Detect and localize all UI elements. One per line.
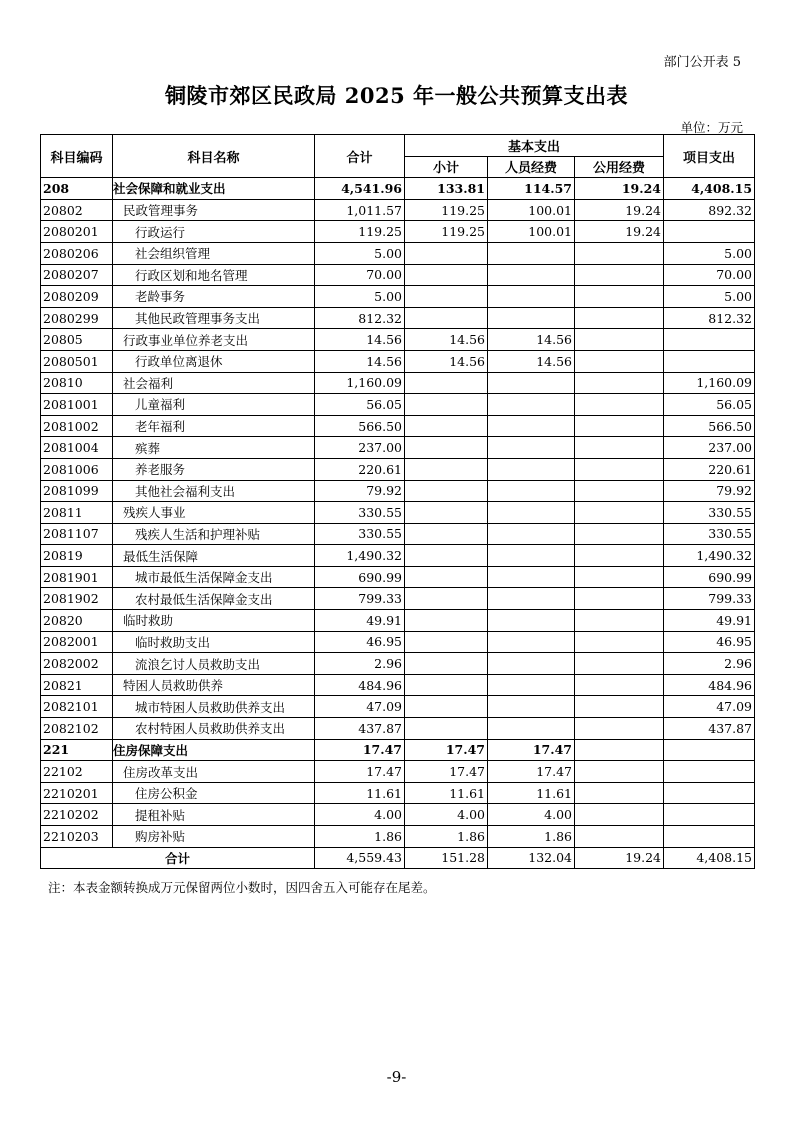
cell-subtotal xyxy=(405,458,488,480)
cell-personnel: 11.61 xyxy=(488,782,575,804)
cell-subtotal: 11.61 xyxy=(405,782,488,804)
cell-subtotal xyxy=(405,242,488,264)
cell-code: 2210201 xyxy=(41,782,113,804)
cell-total: 220.61 xyxy=(315,458,405,480)
cell-public xyxy=(575,631,664,653)
cell-project xyxy=(664,329,755,351)
cell-public xyxy=(575,480,664,502)
cell-public xyxy=(575,415,664,437)
table-row xyxy=(41,372,755,394)
cell-project: 812.32 xyxy=(664,307,755,329)
cell-personnel xyxy=(488,523,575,545)
col-header-code: 科目编码 xyxy=(41,135,113,178)
total-cell-total: 4,559.43 xyxy=(315,847,405,869)
table-row xyxy=(41,545,755,567)
cell-total: 17.47 xyxy=(315,739,405,761)
cell-project: 5.00 xyxy=(664,242,755,264)
cell-code: 20820 xyxy=(41,610,113,632)
cell-personnel xyxy=(488,588,575,610)
cell-total: 4,541.96 xyxy=(315,178,405,200)
cell-subtotal: 17.47 xyxy=(405,739,488,761)
cell-personnel xyxy=(488,502,575,524)
cell-name: 行政区划和地名管理 xyxy=(113,264,315,286)
cell-project: 46.95 xyxy=(664,631,755,653)
cell-total: 812.32 xyxy=(315,307,405,329)
cell-project: 237.00 xyxy=(664,437,755,459)
cell-code: 2081004 xyxy=(41,437,113,459)
cell-project xyxy=(664,804,755,826)
cell-subtotal xyxy=(405,653,488,675)
cell-subtotal xyxy=(405,394,488,416)
table-row xyxy=(41,502,755,524)
cell-code: 2080206 xyxy=(41,242,113,264)
cell-code: 2080207 xyxy=(41,264,113,286)
cell-subtotal xyxy=(405,545,488,567)
cell-subtotal xyxy=(405,610,488,632)
cell-project: 437.87 xyxy=(664,718,755,740)
col-header-project: 项目支出 xyxy=(664,135,755,178)
cell-public xyxy=(575,739,664,761)
page-number: -9- xyxy=(386,1068,407,1086)
cell-personnel: 114.57 xyxy=(488,178,575,200)
cell-public xyxy=(575,761,664,783)
cell-public xyxy=(575,718,664,740)
table-row xyxy=(41,674,755,696)
cell-total: 799.33 xyxy=(315,588,405,610)
cell-code: 2081902 xyxy=(41,588,113,610)
unit-label: 单位：万元 xyxy=(680,120,743,135)
cell-code: 20821 xyxy=(41,674,113,696)
cell-subtotal: 14.56 xyxy=(405,350,488,372)
cell-total: 5.00 xyxy=(315,286,405,308)
total-cell-subtotal: 151.28 xyxy=(405,847,488,869)
total-cell-public: 19.24 xyxy=(575,847,664,869)
total-cell-project: 4,408.15 xyxy=(664,847,755,869)
cell-public xyxy=(575,674,664,696)
cell-name: 社会福利 xyxy=(113,372,315,394)
cell-public xyxy=(575,394,664,416)
table-row xyxy=(41,761,755,783)
cell-personnel xyxy=(488,674,575,696)
cell-name: 城市最低生活保障金支出 xyxy=(113,566,315,588)
cell-subtotal xyxy=(405,523,488,545)
cell-code: 2081901 xyxy=(41,566,113,588)
cell-personnel xyxy=(488,545,575,567)
cell-public: 19.24 xyxy=(575,221,664,243)
cell-subtotal xyxy=(405,696,488,718)
cell-subtotal xyxy=(405,372,488,394)
cell-personnel xyxy=(488,437,575,459)
col-header-total: 合计 xyxy=(315,135,405,178)
cell-code: 22102 xyxy=(41,761,113,783)
table-row xyxy=(41,696,755,718)
total-label: 合计 xyxy=(41,847,315,869)
cell-personnel: 4.00 xyxy=(488,804,575,826)
table-row xyxy=(41,718,755,740)
cell-name: 行政事业单位养老支出 xyxy=(113,329,315,351)
cell-code: 2080501 xyxy=(41,350,113,372)
cell-name: 儿童福利 xyxy=(113,394,315,416)
cell-project xyxy=(664,350,755,372)
cell-project xyxy=(664,826,755,848)
cell-total: 17.47 xyxy=(315,761,405,783)
cell-public xyxy=(575,588,664,610)
cell-name: 特困人员救助供养 xyxy=(113,674,315,696)
cell-name: 社会组织管理 xyxy=(113,242,315,264)
cell-total: 484.96 xyxy=(315,674,405,696)
cell-personnel xyxy=(488,286,575,308)
cell-total: 1,490.32 xyxy=(315,545,405,567)
cell-personnel xyxy=(488,718,575,740)
cell-total: 237.00 xyxy=(315,437,405,459)
cell-code: 2081001 xyxy=(41,394,113,416)
cell-public xyxy=(575,286,664,308)
col-header-personnel: 人员经费 xyxy=(488,156,575,178)
cell-personnel xyxy=(488,264,575,286)
cell-total: 14.56 xyxy=(315,350,405,372)
cell-subtotal xyxy=(405,437,488,459)
col-header-subtotal: 小计 xyxy=(405,156,488,178)
cell-total: 1.86 xyxy=(315,826,405,848)
table-row xyxy=(41,610,755,632)
table-row xyxy=(41,199,755,221)
cell-public xyxy=(575,242,664,264)
cell-code: 20802 xyxy=(41,199,113,221)
table-row xyxy=(41,415,755,437)
cell-public xyxy=(575,502,664,524)
cell-subtotal xyxy=(405,674,488,696)
cell-name: 其他民政管理事务支出 xyxy=(113,307,315,329)
cell-total: 56.05 xyxy=(315,394,405,416)
cell-code: 2082002 xyxy=(41,653,113,675)
cell-personnel xyxy=(488,610,575,632)
cell-personnel xyxy=(488,653,575,675)
cell-personnel xyxy=(488,458,575,480)
cell-personnel: 17.47 xyxy=(488,761,575,783)
cell-personnel: 14.56 xyxy=(488,350,575,372)
cell-public xyxy=(575,437,664,459)
cell-project: 566.50 xyxy=(664,415,755,437)
cell-public xyxy=(575,523,664,545)
footnote: 注：本表金额转换成万元保留两位小数时，因四舍五入可能存在尾差。 xyxy=(48,880,436,895)
table-row xyxy=(41,458,755,480)
cell-name: 殡葬 xyxy=(113,437,315,459)
cell-total: 11.61 xyxy=(315,782,405,804)
cell-project xyxy=(664,739,755,761)
cell-total: 2.96 xyxy=(315,653,405,675)
cell-subtotal xyxy=(405,480,488,502)
cell-name: 临时救助 xyxy=(113,610,315,632)
table-body xyxy=(41,178,755,847)
cell-code: 2081099 xyxy=(41,480,113,502)
table-row xyxy=(41,242,755,264)
cell-project: 49.91 xyxy=(664,610,755,632)
cell-public xyxy=(575,458,664,480)
cell-total: 1,160.09 xyxy=(315,372,405,394)
cell-name: 行政单位离退休 xyxy=(113,350,315,372)
cell-name: 农村最低生活保障金支出 xyxy=(113,588,315,610)
table-row xyxy=(41,523,755,545)
cell-project xyxy=(664,782,755,804)
cell-name: 老年福利 xyxy=(113,415,315,437)
cell-project: 892.32 xyxy=(664,199,755,221)
cell-subtotal xyxy=(405,631,488,653)
cell-subtotal xyxy=(405,264,488,286)
cell-name: 临时救助支出 xyxy=(113,631,315,653)
cell-subtotal: 1.86 xyxy=(405,826,488,848)
cell-public xyxy=(575,696,664,718)
cell-name: 其他社会福利支出 xyxy=(113,480,315,502)
budget-table xyxy=(40,134,755,869)
cell-subtotal: 17.47 xyxy=(405,761,488,783)
cell-public xyxy=(575,610,664,632)
cell-name: 残疾人生活和护理补贴 xyxy=(113,523,315,545)
table-row xyxy=(41,350,755,372)
cell-subtotal xyxy=(405,718,488,740)
cell-total: 47.09 xyxy=(315,696,405,718)
cell-total: 566.50 xyxy=(315,415,405,437)
cell-code: 2081107 xyxy=(41,523,113,545)
table-row xyxy=(41,782,755,804)
cell-personnel xyxy=(488,480,575,502)
table-row xyxy=(41,739,755,761)
page-title: 铜陵市郊区民政局 2025 年一般公共预算支出表 xyxy=(164,83,629,108)
cell-project: 2.96 xyxy=(664,653,755,675)
cell-personnel: 17.47 xyxy=(488,739,575,761)
cell-total: 4.00 xyxy=(315,804,405,826)
cell-public xyxy=(575,545,664,567)
cell-public xyxy=(575,653,664,675)
table-row xyxy=(41,221,755,243)
table-row xyxy=(41,178,755,200)
cell-code: 20810 xyxy=(41,372,113,394)
cell-name: 民政管理事务 xyxy=(113,199,315,221)
cell-public xyxy=(575,804,664,826)
cell-name: 城市特困人员救助供养支出 xyxy=(113,696,315,718)
cell-project: 4,408.15 xyxy=(664,178,755,200)
cell-total: 5.00 xyxy=(315,242,405,264)
cell-subtotal: 4.00 xyxy=(405,804,488,826)
cell-code: 208 xyxy=(41,178,113,200)
cell-personnel: 14.56 xyxy=(488,329,575,351)
cell-public xyxy=(575,307,664,329)
cell-total: 330.55 xyxy=(315,523,405,545)
cell-public xyxy=(575,826,664,848)
cell-subtotal xyxy=(405,286,488,308)
cell-project: 5.00 xyxy=(664,286,755,308)
cell-code: 2210202 xyxy=(41,804,113,826)
cell-name: 行政运行 xyxy=(113,221,315,243)
table-row xyxy=(41,631,755,653)
col-header-basic-group: 基本支出 xyxy=(405,135,664,157)
table-row xyxy=(41,264,755,286)
cell-name: 住房公积金 xyxy=(113,782,315,804)
table-row xyxy=(41,653,755,675)
table-row xyxy=(41,286,755,308)
cell-public xyxy=(575,782,664,804)
cell-public: 19.24 xyxy=(575,178,664,200)
table-row xyxy=(41,394,755,416)
table-row xyxy=(41,588,755,610)
cell-personnel: 100.01 xyxy=(488,221,575,243)
cell-total: 119.25 xyxy=(315,221,405,243)
cell-total: 1,011.57 xyxy=(315,199,405,221)
cell-total: 49.91 xyxy=(315,610,405,632)
cell-project: 70.00 xyxy=(664,264,755,286)
cell-subtotal: 133.81 xyxy=(405,178,488,200)
cell-public xyxy=(575,566,664,588)
cell-personnel xyxy=(488,631,575,653)
cell-personnel xyxy=(488,307,575,329)
cell-project: 799.33 xyxy=(664,588,755,610)
cell-public xyxy=(575,329,664,351)
cell-name: 流浪乞讨人员救助支出 xyxy=(113,653,315,675)
cell-code: 2210203 xyxy=(41,826,113,848)
cell-personnel xyxy=(488,242,575,264)
cell-personnel xyxy=(488,394,575,416)
cell-personnel xyxy=(488,415,575,437)
cell-subtotal xyxy=(405,307,488,329)
cell-code: 20819 xyxy=(41,545,113,567)
cell-subtotal xyxy=(405,415,488,437)
cell-subtotal xyxy=(405,588,488,610)
cell-code: 2080299 xyxy=(41,307,113,329)
cell-code: 2080201 xyxy=(41,221,113,243)
cell-total: 70.00 xyxy=(315,264,405,286)
col-header-public: 公用经费 xyxy=(575,156,664,178)
cell-code: 20811 xyxy=(41,502,113,524)
cell-total: 330.55 xyxy=(315,502,405,524)
cell-name: 社会保障和就业支出 xyxy=(113,178,315,200)
cell-name: 购房补贴 xyxy=(113,826,315,848)
table-row xyxy=(41,804,755,826)
cell-public: 19.24 xyxy=(575,199,664,221)
cell-name: 提租补贴 xyxy=(113,804,315,826)
cell-total: 79.92 xyxy=(315,480,405,502)
table-row xyxy=(41,329,755,351)
cell-public xyxy=(575,350,664,372)
cell-project: 690.99 xyxy=(664,566,755,588)
cell-project: 79.92 xyxy=(664,480,755,502)
cell-name: 住房保障支出 xyxy=(113,739,315,761)
cell-personnel xyxy=(488,696,575,718)
cell-total: 14.56 xyxy=(315,329,405,351)
cell-subtotal: 119.25 xyxy=(405,199,488,221)
table-row xyxy=(41,566,755,588)
cell-project xyxy=(664,221,755,243)
table-row xyxy=(41,480,755,502)
cell-code: 2081002 xyxy=(41,415,113,437)
total-cell-personnel: 132.04 xyxy=(488,847,575,869)
cell-personnel xyxy=(488,566,575,588)
cell-project: 1,490.32 xyxy=(664,545,755,567)
cell-project: 1,160.09 xyxy=(664,372,755,394)
table-row xyxy=(41,437,755,459)
cell-project xyxy=(664,761,755,783)
total-row xyxy=(41,847,755,869)
cell-personnel: 1.86 xyxy=(488,826,575,848)
cell-name: 最低生活保障 xyxy=(113,545,315,567)
cell-code: 2081006 xyxy=(41,458,113,480)
table-row xyxy=(41,826,755,848)
cell-public xyxy=(575,264,664,286)
cell-project: 484.96 xyxy=(664,674,755,696)
col-header-name: 科目名称 xyxy=(113,135,315,178)
cell-personnel: 100.01 xyxy=(488,199,575,221)
cell-code: 2082101 xyxy=(41,696,113,718)
cell-project: 220.61 xyxy=(664,458,755,480)
cell-name: 残疾人事业 xyxy=(113,502,315,524)
cell-name: 老龄事务 xyxy=(113,286,315,308)
cell-total: 690.99 xyxy=(315,566,405,588)
cell-code: 221 xyxy=(41,739,113,761)
cell-project: 330.55 xyxy=(664,502,755,524)
cell-code: 20805 xyxy=(41,329,113,351)
cell-subtotal xyxy=(405,502,488,524)
cell-total: 437.87 xyxy=(315,718,405,740)
cell-code: 2080209 xyxy=(41,286,113,308)
cell-subtotal xyxy=(405,566,488,588)
cell-name: 住房改革支出 xyxy=(113,761,315,783)
cell-subtotal: 119.25 xyxy=(405,221,488,243)
cell-total: 46.95 xyxy=(315,631,405,653)
table-number-label: 部门公开表 5 xyxy=(663,55,741,70)
table-row xyxy=(41,307,755,329)
cell-code: 2082102 xyxy=(41,718,113,740)
cell-personnel xyxy=(488,372,575,394)
cell-public xyxy=(575,372,664,394)
cell-name: 农村特困人员救助供养支出 xyxy=(113,718,315,740)
cell-name: 养老服务 xyxy=(113,458,315,480)
cell-project: 47.09 xyxy=(664,696,755,718)
cell-project: 330.55 xyxy=(664,523,755,545)
cell-project: 56.05 xyxy=(664,394,755,416)
cell-subtotal: 14.56 xyxy=(405,329,488,351)
cell-code: 2082001 xyxy=(41,631,113,653)
